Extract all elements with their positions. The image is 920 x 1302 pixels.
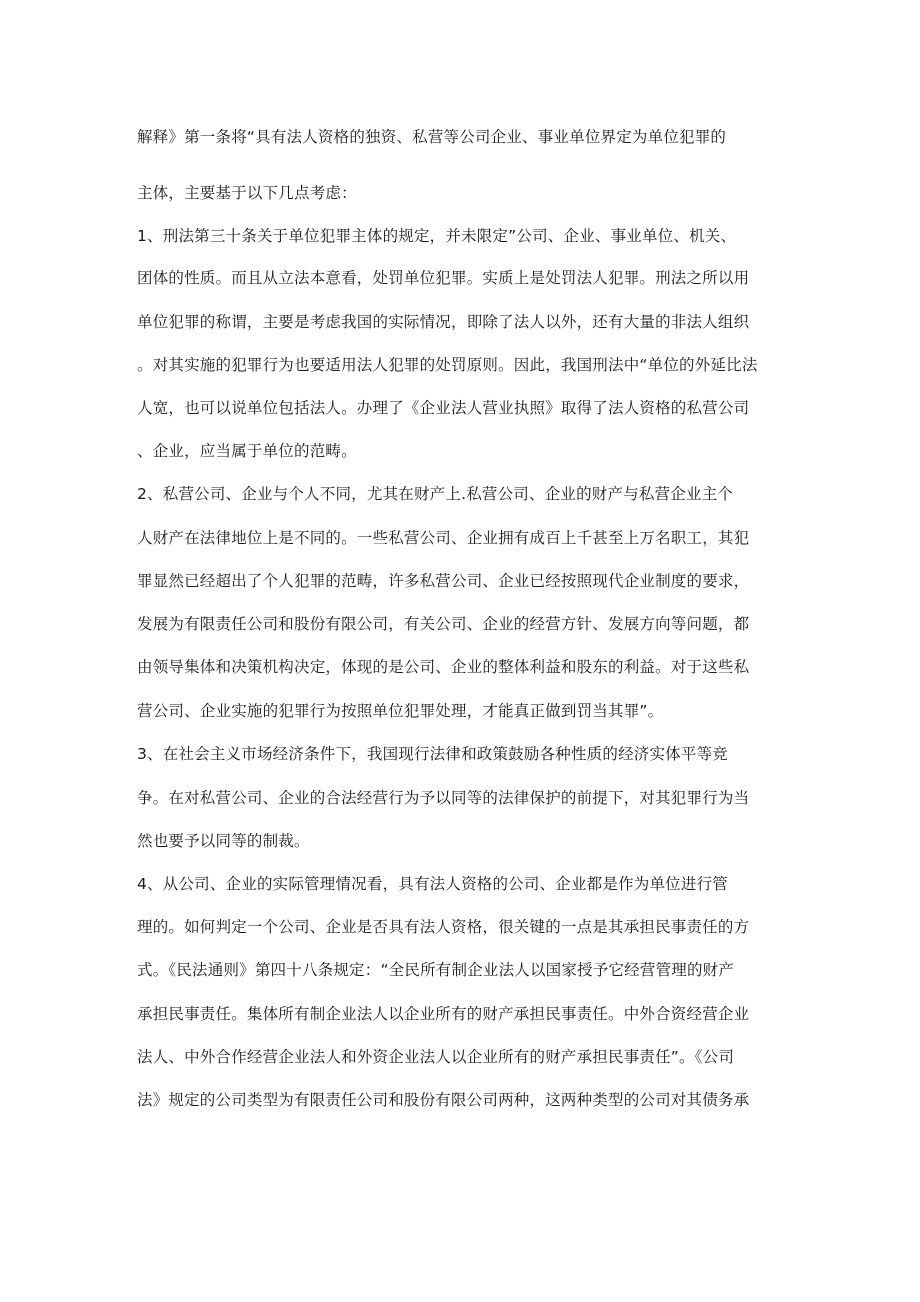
text-line: 罪显然已经超出了个人犯罪的范畴，许多私营公司、企业已经按照现代企业制度的要求，	[137, 572, 750, 590]
text-line: 人财产在法律地位上是不同的。一些私营公司、企业拥有成百上千甚至上万名职工，其犯	[137, 529, 750, 547]
text-line: 。对其实施的犯罪行为也要适用法人犯罪的处罚原则。因此，我国刑法中“单位的外延比法	[137, 356, 758, 374]
text-line: 4、从公司、企业的实际管理情况看，具有法人资格的公司、企业都是作为单位进行管	[137, 875, 728, 893]
text-line: 然也要予以同等的制裁。	[137, 832, 310, 850]
text-line: 2、私营公司、企业与个人不同，尤其在财产上.私营公司、企业的财产与私营企业主个	[137, 485, 734, 503]
text-line: 式。《民法通则》第四十八条规定：“全民所有制企业法人以国家授予它经营管理的财产	[137, 961, 735, 979]
text-line: 1、刑法第三十条关于单位犯罪主体的规定，并未限定”公司、企业、事业单位、机关、	[137, 227, 737, 245]
text-line: 团体的性质。而且从立法本意看，处罚单位犯罪。实质上是处罚法人犯罪。刑法之所以用	[137, 269, 750, 287]
text-line: 法》规定的公司类型为有限责任公司和股份有限公司两种，这两种类型的公司对其债务承	[137, 1091, 750, 1109]
text-line: 主体，主要基于以下几点考虑：	[137, 184, 357, 202]
text-line: 争。在对私营公司、企业的合法经营行为予以同等的法律保护的前提下，对其犯罪行为当	[137, 789, 750, 807]
text-line: 由领导集体和决策机构决定，体现的是公司、企业的整体利益和股东的利益。对于这些私	[137, 658, 750, 676]
text-line: 3、在社会主义市场经济条件下，我国现行法律和政策鼓励各种性质的经济实体平等竞	[137, 745, 728, 763]
text-line: 解释》第一条将“具有法人资格的独资、私营等公司企业、事业单位界定为单位犯罪的	[137, 128, 727, 146]
text-line: 法人、中外合作经营企业法人和外资企业法人以企业所有的财产承担民事责任”。《公司	[137, 1048, 735, 1066]
text-line: 理的。如何判定一个公司、企业是否具有法人资格，很关键的一点是其承担民事责任的方	[137, 918, 750, 936]
text-line: 人宽，也可以说单位包括法人。办理了《企业法人营业执照》取得了法人资格的私营公司	[137, 399, 750, 417]
text-line: 单位犯罪的称谓，主要是考虑我国的实际情况，即除了法人以外，还有大量的非法人组织	[137, 313, 750, 331]
text-line: 营公司、企业实施的犯罪行为按照单位犯罪处理，才能真正做到罚当其罪”。	[137, 702, 664, 720]
text-line: 发展为有限责任公司和股份有限公司，有关公司、企业的经营方针、发展方向等问题，都	[137, 615, 750, 633]
text-line: 承担民事责任。集体所有制企业法人以企业所有的财产承担民事责任。中外合资经营企业	[137, 1005, 750, 1023]
text-line: 、企业，应当属于单位的范畴。	[137, 442, 357, 460]
